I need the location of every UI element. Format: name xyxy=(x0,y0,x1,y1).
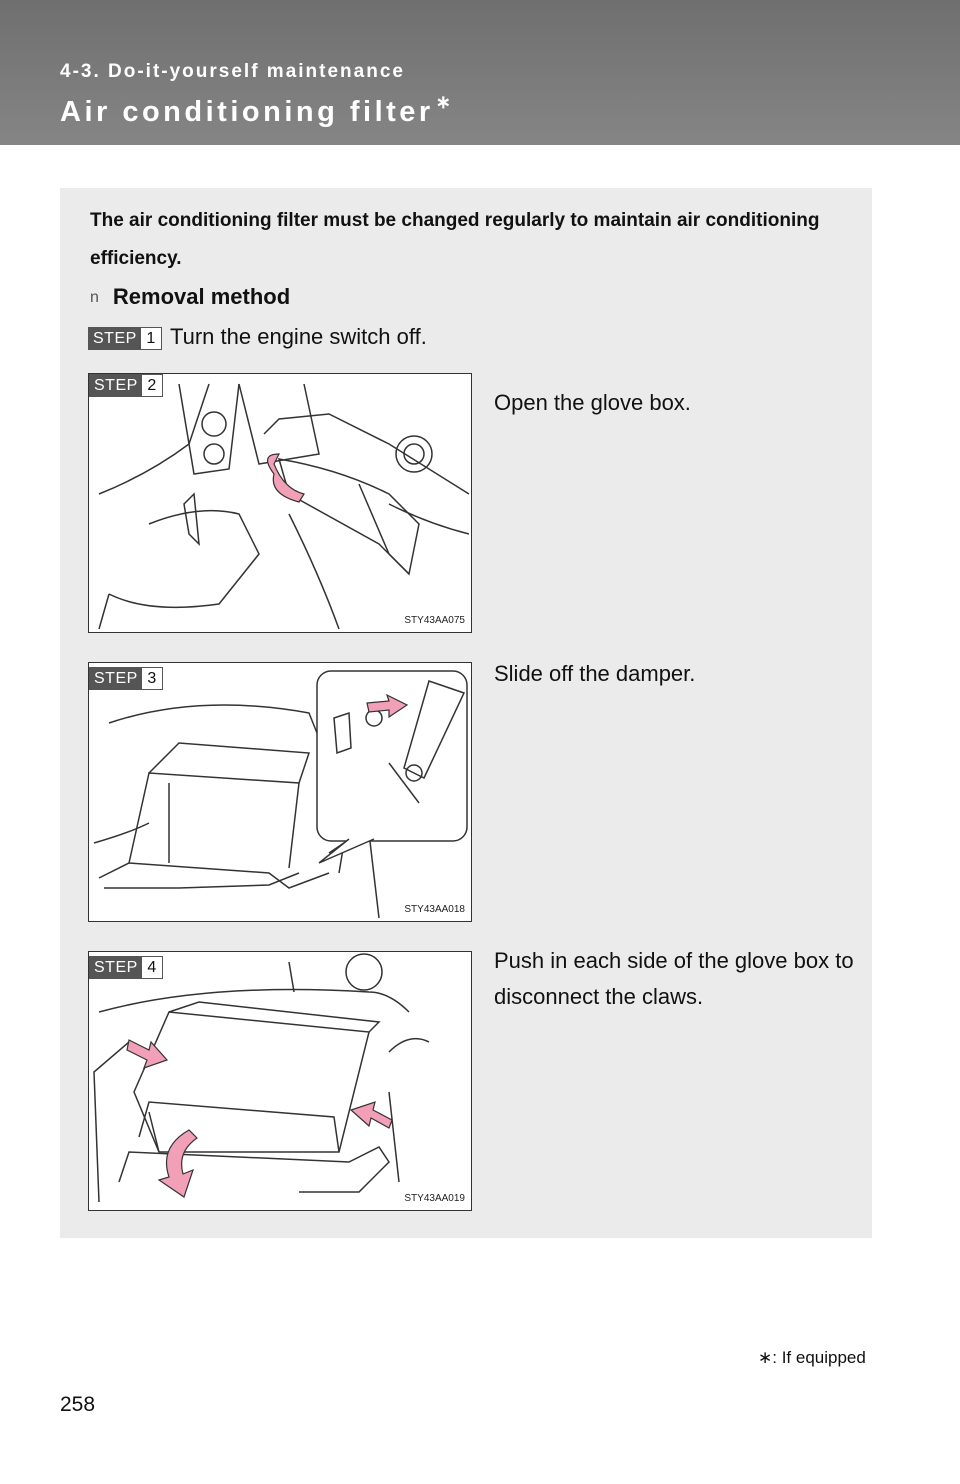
step-number: 1 xyxy=(141,328,161,349)
damper-illustration xyxy=(89,663,472,922)
step-number: 4 xyxy=(142,957,162,978)
page-number: 258 xyxy=(60,1393,96,1416)
page-header xyxy=(0,0,960,145)
figure-step-3 xyxy=(88,662,472,922)
pull-down-arrow-icon xyxy=(159,1130,197,1197)
figure-code: STY43AA018 xyxy=(404,904,465,915)
step-number: 3 xyxy=(142,668,162,689)
step-word: STEP xyxy=(94,958,138,976)
step-2-badge xyxy=(89,374,163,397)
sub-heading xyxy=(90,284,290,310)
glove-box-claws-illustration xyxy=(89,952,472,1211)
step-2-text: Open the glove box. xyxy=(494,390,691,415)
step-number: 2 xyxy=(142,375,162,396)
sub-heading-text: Removal method xyxy=(112,284,291,309)
if-equipped-mark: ∗ xyxy=(435,92,455,112)
section-label: 4-3. Do-it-yourself maintenance xyxy=(60,61,405,82)
step-4-text: Push in each side of the glove box to disconnect the claws. xyxy=(494,948,854,1009)
intro-text: The air conditioning filter must be changed regularly to maintain air conditioning efficiency. xyxy=(90,210,820,269)
step-1-text: Turn the engine switch off. xyxy=(170,324,427,349)
push-arrow-left-side-icon xyxy=(127,1040,167,1068)
step-word: STEP xyxy=(94,376,138,394)
inset-frame xyxy=(317,671,467,841)
push-arrow-right-side-icon xyxy=(351,1102,392,1128)
step-3-badge xyxy=(89,667,163,690)
figure-code: STY43AA075 xyxy=(404,615,465,626)
figure-code: STY43AA019 xyxy=(404,1193,465,1204)
curved-arrow-icon xyxy=(268,454,304,502)
glove-box-open-illustration xyxy=(89,374,472,633)
page-title-text: Air conditioning filter xyxy=(60,96,434,128)
step-word: STEP xyxy=(94,669,138,687)
figure-step-4 xyxy=(88,951,472,1211)
page-title xyxy=(60,92,455,129)
footnote: ∗: If equipped xyxy=(758,1348,866,1367)
figure-step-2 xyxy=(88,373,472,633)
step-word: STEP xyxy=(93,329,137,347)
step-1-badge xyxy=(88,327,162,350)
step-3-text: Slide off the damper. xyxy=(494,661,696,686)
step-4-badge xyxy=(89,956,163,979)
bullet-icon: n xyxy=(90,289,99,306)
